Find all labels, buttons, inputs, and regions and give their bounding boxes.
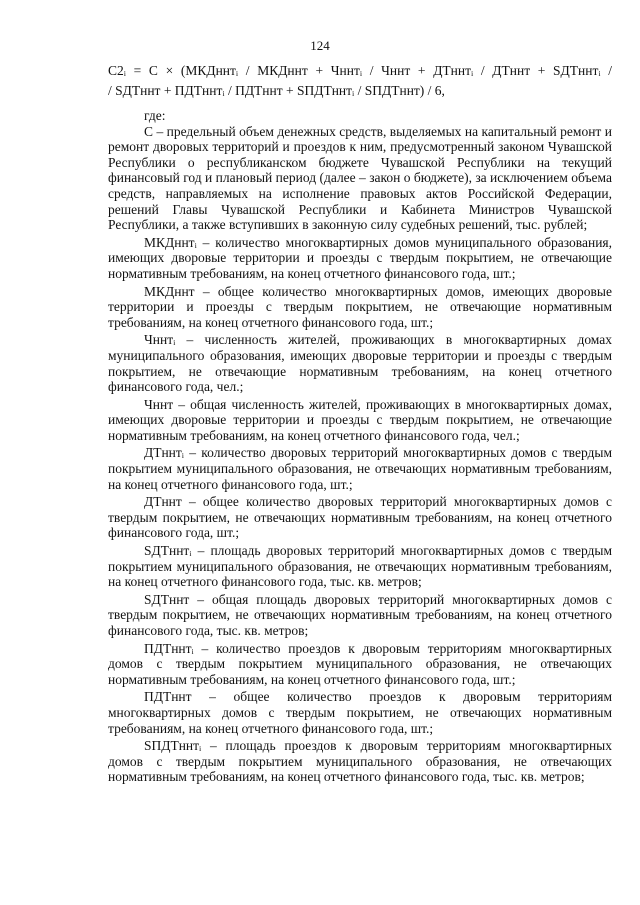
formula-line-2: / SДТннт + ПДТннтᵢ / ПДТннт + SПДТннтᵢ / SПДТннт) / 6, [108, 83, 445, 98]
paragraph-mkd-definition: МКДннт – общее количество многоквартирных домов, имеющих дворовые территории и проезды с твердым покрытием, не отвечающие нормативным требованиям, на конец отчетного финансового года, шт.; [108, 283, 612, 330]
paragraph-spdt-i-definition: SПДТннтᵢ – площадь проездов к дворовым территориям многоквартирных домов с твердым покрытием муниципального образования, не отвечающих нормативным требованиям, на конец отчетного финансового года, тыс. кв. метров; [108, 738, 612, 785]
page-number: 124 [310, 38, 330, 53]
paragraph-pdt-i-definition: ПДТннтᵢ – количество проездов к дворовым территориям многоквартирных домов с твердым покрытием муниципального образования, не отвечающих нормативным требованиям, на конец отчетного финансового года, шт.; [108, 640, 612, 687]
paragraph-where: где: [144, 108, 166, 123]
formula-line-1: C2ᵢ = C × (МКДннтᵢ / МКДннт + Чннтᵢ / Чннт + ДТннтᵢ / ДТннт + SДТннтᵢ / [108, 63, 612, 78]
paragraph-dt-definition: ДТннт – общее количество дворовых территорий многоквартирных домов с твердым покрытием, не отвечающих нормативным требованиям, на конец отчетного финансового года, шт.; [108, 494, 612, 541]
paragraph-sdt-i-definition: SДТннтᵢ – площадь дворовых территорий многоквартирных домов с твердым покрытием муниципального образования, не отвечающих нормативным требованиям, на конец отчетного финансового года, тыс. кв. метров; [108, 543, 612, 590]
paragraph-ch-definition: Чннт – общая численность жителей, проживающих в многоквартирных домах, имеющих дворовые территории и проезды с твердым покрытием, не отвечающие нормативным требованиям, на конец отчетного финансового года, чел.; [108, 396, 612, 443]
paragraph-c-definition: С – предельный объем денежных средств, выделяемых на капитальный ремонт и ремонт дворовых территорий и проездов к ним, предусмотренный законом Чувашской Республики о республиканском бюджете Чувашской Республики на текущий финансовый год и плановый период (далее – закон о бюджете), за исключением объема средств, направляемых на исполнение правовых актов Российской Федерации, решений Главы Чувашской Республики и Кабинета Министров Чувашской Республики, а также вступивших в законную силу судебных решений, тыс. рублей; [108, 123, 612, 233]
paragraph-dt-i-definition: ДТннтᵢ – количество дворовых территорий многоквартирных домов с твердым покрытием муниципального образования, не отвечающих нормативным требованиям, на конец отчетного финансового года, шт.; [108, 445, 612, 492]
paragraph-pdt-definition: ПДТннт – общее количество проездов к дворовым территориям многоквартирных домов с твердым покрытием, не отвечающих нормативным требованиям, на конец отчетного финансового года, шт.; [108, 689, 612, 736]
paragraph-mkd-i-definition: МКДннтᵢ – количество многоквартирных домов муниципального образования, имеющих дворовые территории и проезды с твердым покрытием, не отвечающие нормативным требованиям, на конец отчетного финансового года, шт.; [108, 234, 612, 281]
body-text [108, 108, 612, 787]
paragraph-sdt-definition: SДТннт – общая площадь дворовых территорий многоквартирных домов с твердым покрытием, не отвечающих нормативным требованиям, на конец отчетного финансового года, тыс. кв. метров; [108, 591, 612, 638]
paragraph-ch-i-definition: Чннтᵢ – численность жителей, проживающих в многоквартирных домах муниципального образования, имеющих дворовые территории и проезды с твердым покрытием, не отвечающие нормативным требованиям, на конец отчетного финансового года, чел.; [108, 332, 612, 395]
formula [108, 61, 612, 101]
